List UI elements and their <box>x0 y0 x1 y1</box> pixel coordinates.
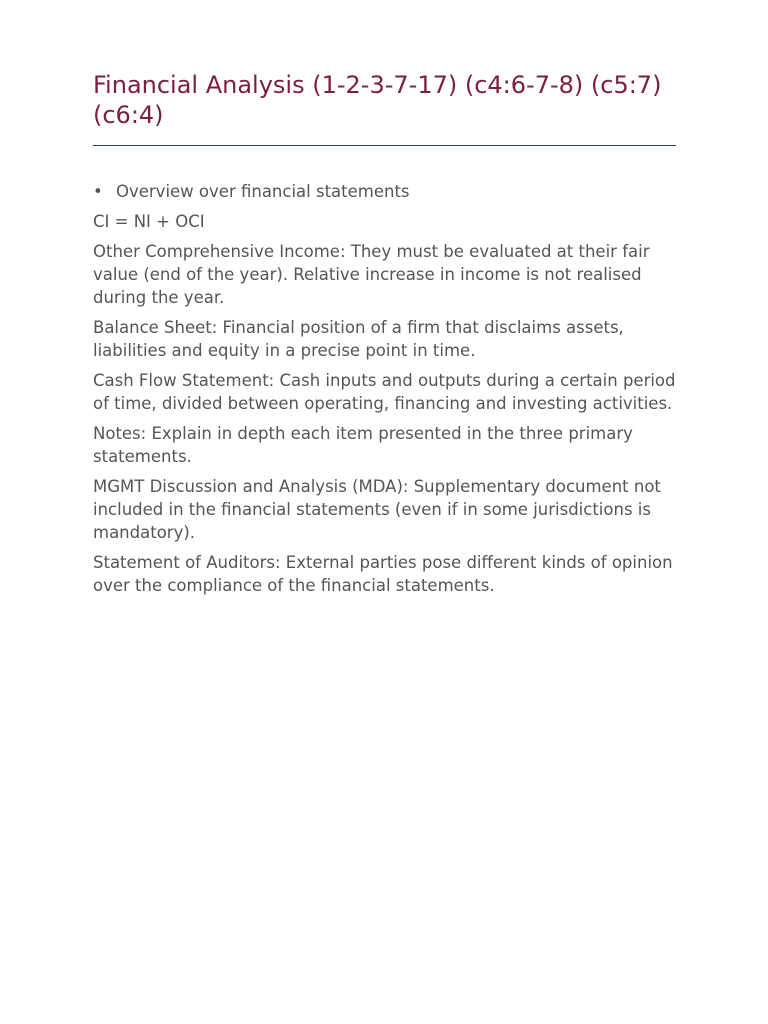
document-title: Financial Analysis (1-2-3-7-17) (c4:6-7-8) (c5:7) (c6:4) <box>93 71 662 129</box>
paragraph-mda: MGMT Discussion and Analysis (MDA): Supplementary document not included in the financial statements (even if in some jurisdictions is mandatory). <box>93 477 661 542</box>
paragraph-oci: Other Comprehensive Income: They must be evaluated at their fair value (end of the year). Relative increase in income is not realised during the year. <box>93 242 650 307</box>
paragraph-auditors: Statement of Auditors: External parties pose different kinds of opinion over the compliance of the financial statements. <box>93 553 673 595</box>
paragraph-ci-formula: CI = NI + OCI <box>93 212 205 231</box>
paragraph-notes: Notes: Explain in depth each item presented in the three primary statements. <box>93 424 633 466</box>
bullet-item <box>93 180 676 203</box>
bullet-text: Overview over financial statements <box>116 182 410 201</box>
document-page <box>93 70 676 597</box>
paragraph-cash-flow: Cash Flow Statement: Cash inputs and outputs during a certain period of time, divided between operating, financing and investing activities. <box>93 371 676 413</box>
bullet-marker: • <box>93 182 103 201</box>
paragraph-balance-sheet: Balance Sheet: Financial position of a firm that disclaims assets, liabilities and equity in a precise point in time. <box>93 318 624 360</box>
title-divider <box>93 145 676 146</box>
